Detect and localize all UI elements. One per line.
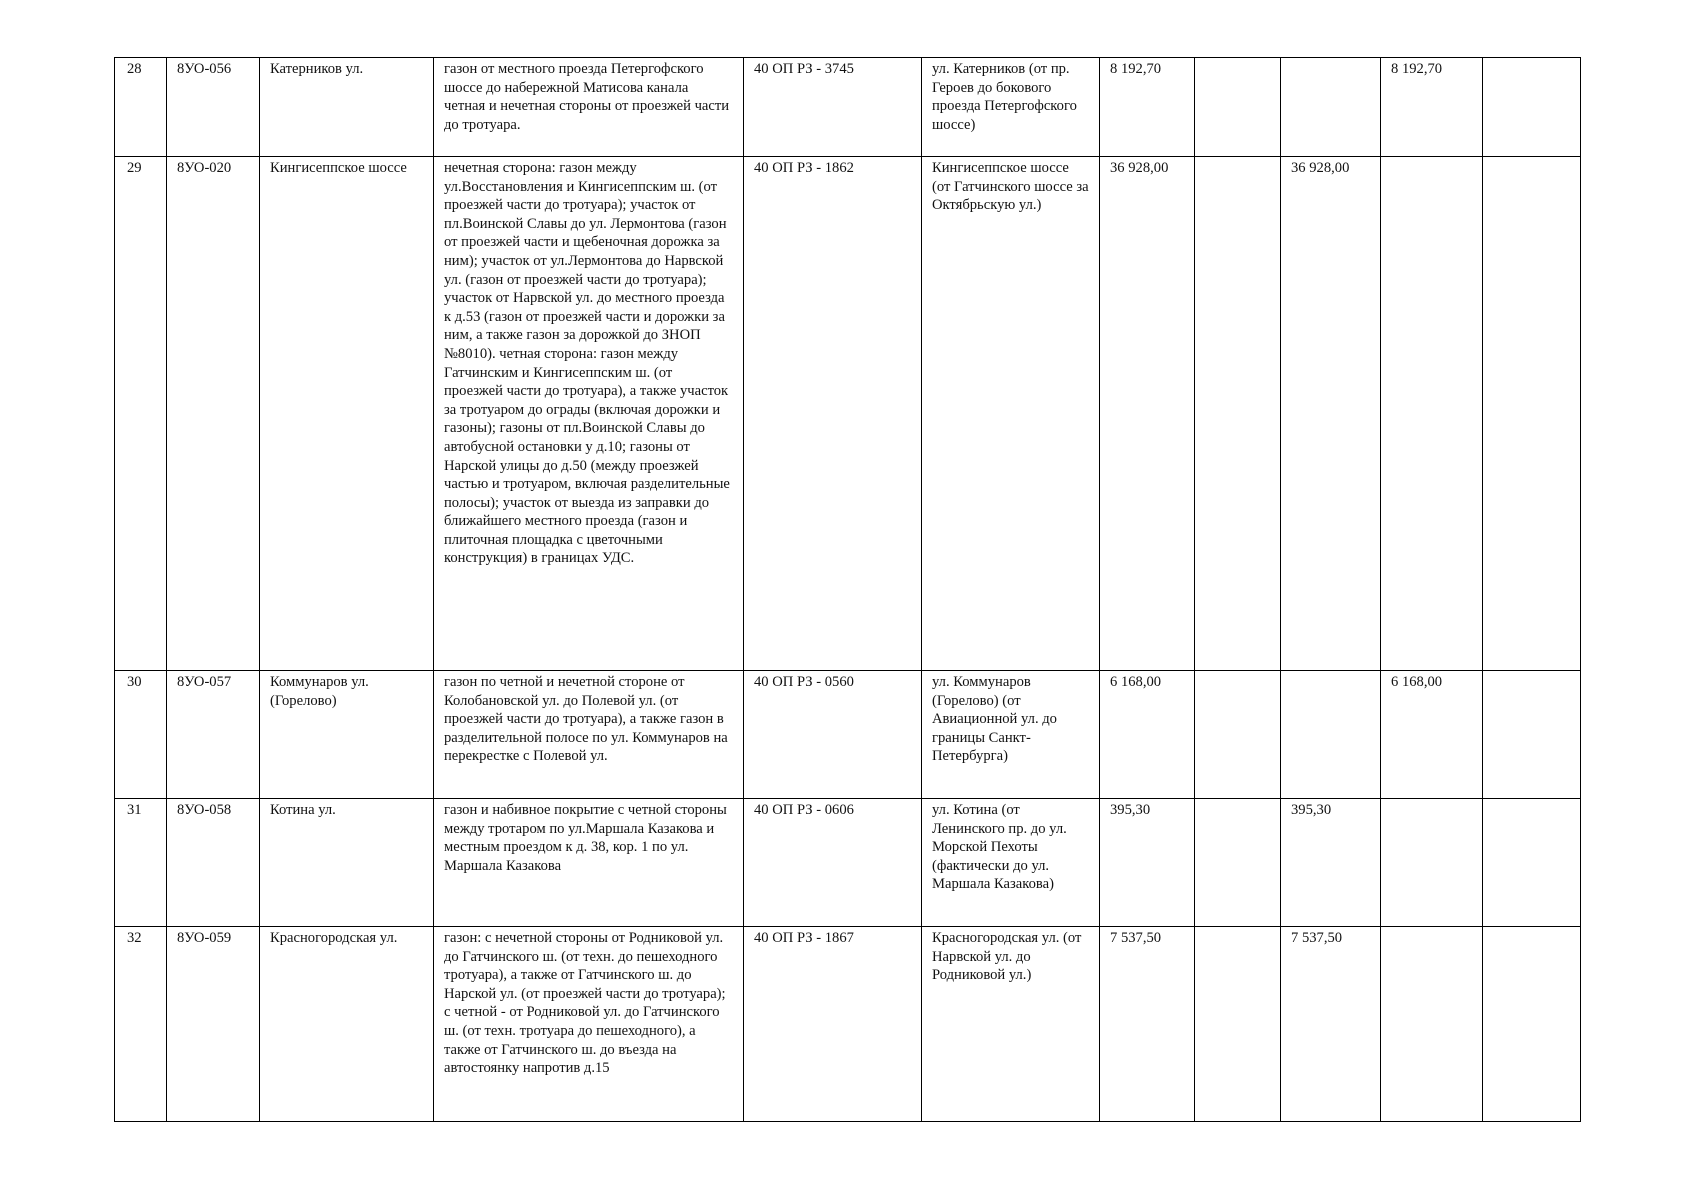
street-name-cell: Красногородская ул. xyxy=(260,927,434,1122)
table-row xyxy=(115,157,1581,671)
road-section-cell: ул. Котина (от Ленинского пр. до ул. Морской Пехоты (фактически до ул. Маршала Казакова) xyxy=(922,799,1100,927)
road-id-cell: 40 ОП РЗ - 1867 xyxy=(744,927,922,1122)
area-column-9-cell: 395,30 xyxy=(1281,799,1381,927)
road-section-cell: ул. Катерников (от пр. Героев до бокового проезда Петергофского шоссе) xyxy=(922,58,1100,157)
area-description-cell: газон от местного проезда Петергофского шоссе до набережной Матисова канала четная и нечетная стороны от проезжей части до тротуара. xyxy=(434,58,744,157)
area-column-8-cell xyxy=(1195,157,1281,671)
area-column-10-cell: 8 192,70 xyxy=(1381,58,1483,157)
area-description-cell: нечетная сторона: газон между ул.Восстановления и Кингисеппским ш. (от проезжей части до тротуара); участок от пл.Воинской Славы до ул. Лермонтова (газон от проезжей части и щебеночная дорожка за ним); участок от ул.Лермонтова до Нарвской ул. (газон от проезжей части до тротуара); участок от Нарвской ул. до местного проезда к д.53 (газон от проезжей части и дорожки за ним, а также газон за дорожкой до ЗНОП №8010). четная сторона: газон между Гатчинским и Кингисеппским ш. (от проезжей части до тротуара), а также участок за тротуаром до ограды (включая дорожки и газоны); газоны от пл.Воинской Славы до автобусной остановки у д.10; газоны от Нарской улицы до д.50 (между проезжей частью и тротуаром, включая разделительные полосы); участок от выезда из заправки до ближайшего местного проезда (газон и плиточная площадка с цветочными конструкция) в границах УДС. xyxy=(434,157,744,671)
object-code-cell: 8УО-020 xyxy=(167,157,260,671)
area-column-8-cell xyxy=(1195,58,1281,157)
road-section-cell: Красногородская ул. (от Нарвской ул. до Родниковой ул.) xyxy=(922,927,1100,1122)
total-area-cell: 7 537,50 xyxy=(1100,927,1195,1122)
area-column-11-cell xyxy=(1483,58,1581,157)
total-area-cell: 395,30 xyxy=(1100,799,1195,927)
road-id-cell: 40 ОП РЗ - 3745 xyxy=(744,58,922,157)
road-section-cell: Кингисеппское шоссе (от Гатчинского шоссе за Октябрьскую ул.) xyxy=(922,157,1100,671)
road-id-cell: 40 ОП РЗ - 0560 xyxy=(744,671,922,799)
road-section-cell: ул. Коммунаров (Горелово) (от Авиационной ул. до границы Санкт-Петербурга) xyxy=(922,671,1100,799)
street-name-cell: Коммунаров ул.(Горелово) xyxy=(260,671,434,799)
area-column-9-cell: 7 537,50 xyxy=(1281,927,1381,1122)
table-row xyxy=(115,927,1581,1122)
table-row xyxy=(115,799,1581,927)
road-id-cell: 40 ОП РЗ - 0606 xyxy=(744,799,922,927)
table-row xyxy=(115,671,1581,799)
object-code-cell: 8УО-059 xyxy=(167,927,260,1122)
area-description-cell: газон и набивное покрытие с четной стороны между тротаром по ул.Маршала Казакова и местным проездом к д. 38, кор. 1 по ул. Маршала Казакова xyxy=(434,799,744,927)
object-code-cell: 8УО-056 xyxy=(167,58,260,157)
street-name-cell: Кингисеппское шоссе xyxy=(260,157,434,671)
area-column-8-cell xyxy=(1195,671,1281,799)
street-name-cell: Катерников ул. xyxy=(260,58,434,157)
data-table xyxy=(114,57,1581,1122)
area-column-11-cell xyxy=(1483,927,1581,1122)
table-body xyxy=(115,58,1581,1122)
total-area-cell: 8 192,70 xyxy=(1100,58,1195,157)
area-column-9-cell xyxy=(1281,671,1381,799)
row-number-cell: 28 xyxy=(115,58,167,157)
table-row xyxy=(115,58,1581,157)
row-number-cell: 29 xyxy=(115,157,167,671)
object-code-cell: 8УО-058 xyxy=(167,799,260,927)
area-column-10-cell xyxy=(1381,927,1483,1122)
area-column-10-cell xyxy=(1381,157,1483,671)
road-id-cell: 40 ОП РЗ - 1862 xyxy=(744,157,922,671)
area-description-cell: газон по четной и нечетной стороне от Колобановской ул. до Полевой ул. (от проезжей части до тротуара), а также газон в разделительной полосе по ул. Коммунаров на перекрестке с Полевой ул. xyxy=(434,671,744,799)
row-number-cell: 31 xyxy=(115,799,167,927)
object-code-cell: 8УО-057 xyxy=(167,671,260,799)
row-number-cell: 30 xyxy=(115,671,167,799)
row-number-cell: 32 xyxy=(115,927,167,1122)
area-column-9-cell: 36 928,00 xyxy=(1281,157,1381,671)
area-column-11-cell xyxy=(1483,799,1581,927)
area-column-10-cell xyxy=(1381,799,1483,927)
total-area-cell: 36 928,00 xyxy=(1100,157,1195,671)
total-area-cell: 6 168,00 xyxy=(1100,671,1195,799)
area-column-10-cell: 6 168,00 xyxy=(1381,671,1483,799)
area-column-8-cell xyxy=(1195,799,1281,927)
street-name-cell: Котина ул. xyxy=(260,799,434,927)
area-column-11-cell xyxy=(1483,671,1581,799)
area-column-9-cell xyxy=(1281,58,1381,157)
area-column-8-cell xyxy=(1195,927,1281,1122)
area-column-11-cell xyxy=(1483,157,1581,671)
area-description-cell: газон: с нечетной стороны от Родниковой ул. до Гатчинского ш. (от техн. до пешеходного тротуара), а также от Гатчинского ш. до Нарской ул. (от проезжей части до тротуара); с четной - от Родниковой ул. до Гатчинского ш. (от техн. тротуара до пешеходного), а также от Гатчинского ш. до въезда на автостоянку напротив д.15 xyxy=(434,927,744,1122)
